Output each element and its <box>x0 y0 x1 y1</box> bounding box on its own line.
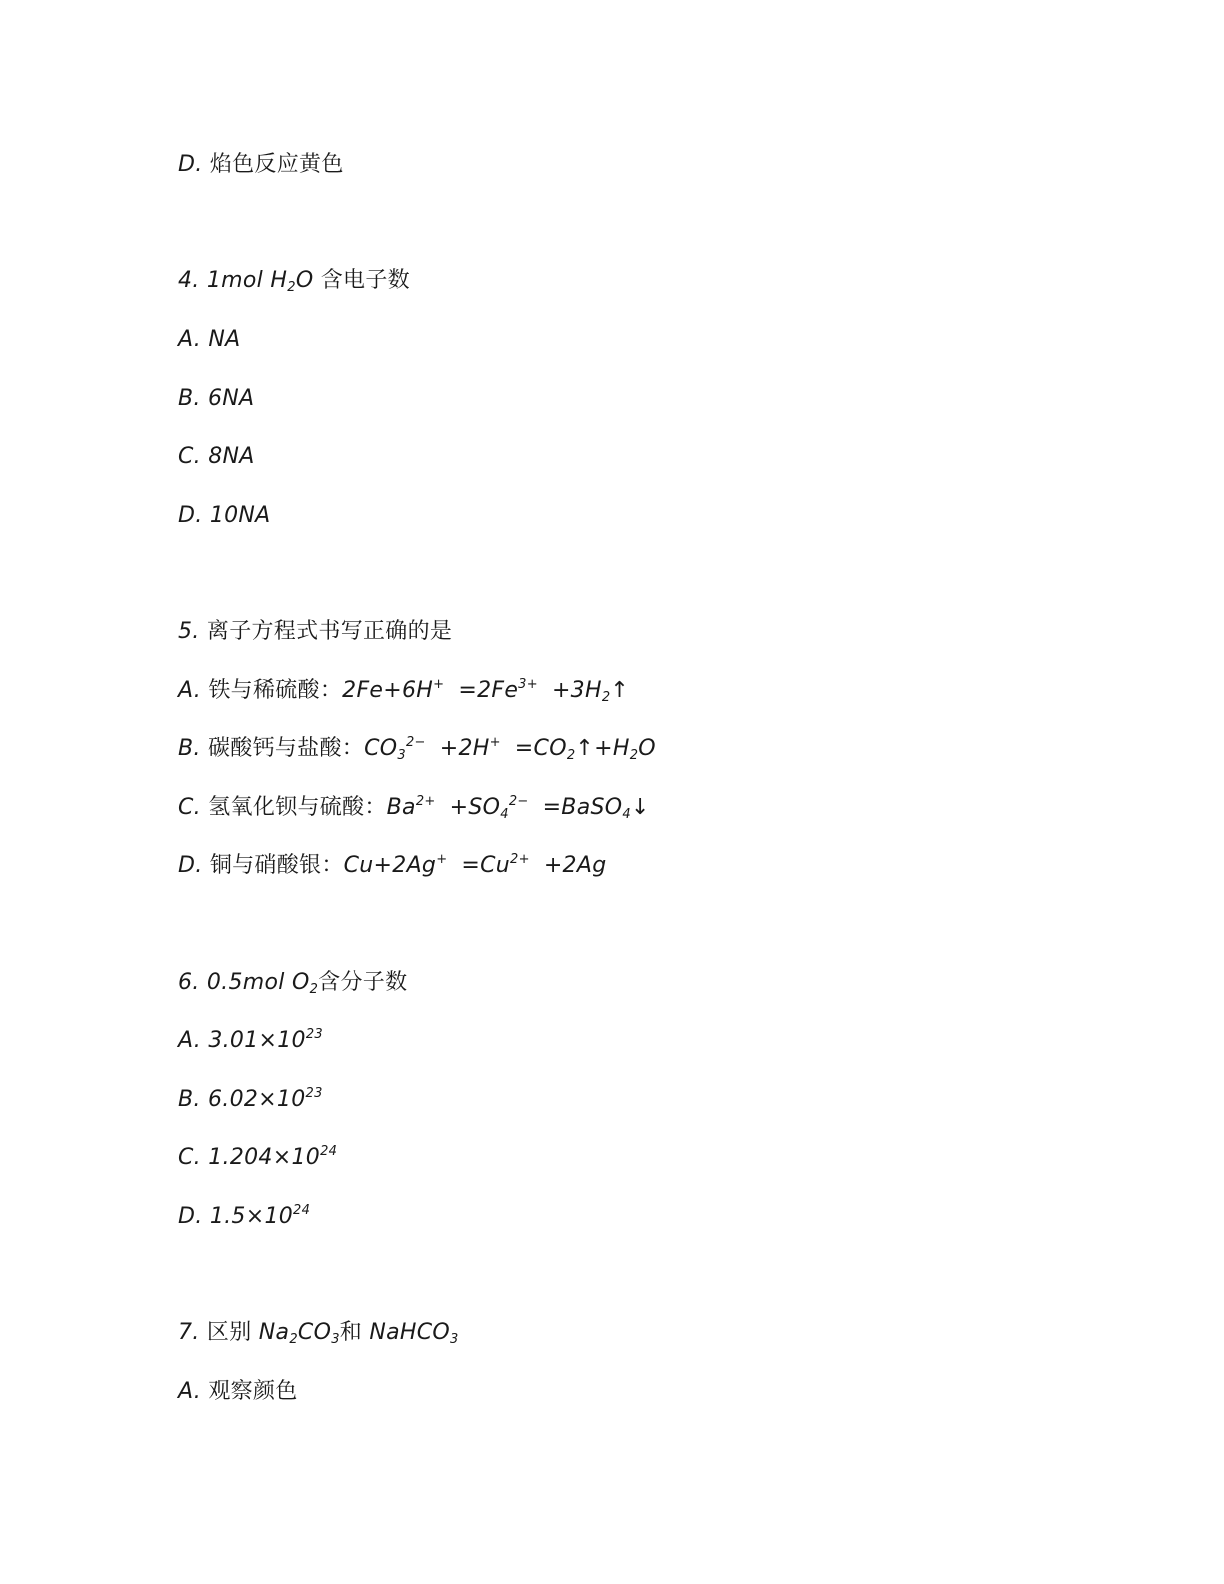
text-run: A. 3.01×10 <box>178 1028 306 1053</box>
text-run: =Cu <box>461 853 511 878</box>
option-line-q5-a <box>178 676 629 706</box>
text-run: C. <box>178 795 209 820</box>
text-run: B. 6NA <box>178 386 255 411</box>
option-line-q5-b <box>178 734 656 764</box>
text-run: =CO <box>514 736 567 761</box>
text-run: 5. <box>178 619 207 644</box>
superscript: 3+ <box>518 677 538 692</box>
text-run: O <box>295 268 321 293</box>
text-run: 铜与硝酸银： <box>209 853 344 878</box>
superscript: + <box>433 677 445 692</box>
superscript: 2− <box>508 794 529 809</box>
option-line-q4-d <box>178 501 271 531</box>
text-run: 铁与稀硫酸： <box>208 678 343 703</box>
text-run: 观察颜色 <box>208 1379 298 1404</box>
text-run: C. 8NA <box>178 444 255 469</box>
superscript: + <box>489 735 501 750</box>
subscript: 2 <box>287 280 296 295</box>
option-line-q5-c <box>178 793 650 823</box>
text-run: +2Ag <box>543 853 607 878</box>
option-line-q4-a <box>178 325 240 355</box>
text-run: ↑+H <box>575 736 630 761</box>
subscript: 3 <box>397 748 406 763</box>
subscript: 2 <box>629 748 639 763</box>
subscript: 4 <box>622 807 631 822</box>
text-run: 2Fe+6H <box>342 678 434 703</box>
question-line-q4 <box>178 266 410 296</box>
option-line-q6-c <box>178 1143 337 1173</box>
text-run: 焰色反应黄色 <box>209 152 344 177</box>
superscript: 2− <box>405 735 426 750</box>
text-run: 和 <box>339 1320 363 1345</box>
option-line-q6-a <box>178 1026 323 1056</box>
subscript: 4 <box>500 807 509 822</box>
text-run: =2Fe <box>458 678 519 703</box>
text-run: A. NA <box>178 327 241 352</box>
text-run: C. 1.204×10 <box>178 1145 321 1170</box>
option-line-q6-b <box>178 1085 323 1115</box>
text-run: 4. 1mol H <box>178 268 288 293</box>
text-run: 7. <box>178 1320 207 1345</box>
text-run: Na <box>251 1320 290 1345</box>
text-run: NaHCO <box>362 1320 451 1345</box>
text-run: Cu+2Ag <box>343 853 437 878</box>
text-run: A. <box>178 1379 209 1404</box>
superscript: 24 <box>293 1203 311 1218</box>
subscript: 2 <box>601 690 611 705</box>
text-run: Ba <box>386 795 416 820</box>
option-line-q4-c <box>178 442 255 472</box>
text-run: 含电子数 <box>320 268 410 293</box>
text-run: 6. 0.5mol O <box>178 970 310 995</box>
option-line-q5-d <box>178 851 606 881</box>
option-line-q4-b <box>178 384 254 414</box>
question-line-q6 <box>178 968 407 998</box>
text-run: +SO <box>449 795 501 820</box>
text-run: 含分子数 <box>318 970 408 995</box>
subscript: 2 <box>289 1332 298 1347</box>
subscript: 2 <box>309 982 319 997</box>
superscript: 2+ <box>510 852 530 867</box>
question-line-q7 <box>178 1318 459 1348</box>
superscript: 2+ <box>415 794 436 809</box>
text-run: ↓ <box>630 795 650 820</box>
text-run: CO <box>364 736 398 761</box>
superscript: 23 <box>305 1086 323 1101</box>
text-run: O <box>638 736 656 761</box>
subscript: 2 <box>566 748 576 763</box>
superscript: 24 <box>320 1144 338 1159</box>
text-run: B. <box>178 736 208 761</box>
text-run: ↑ <box>610 678 630 703</box>
subscript: 3 <box>331 1332 340 1347</box>
text-run: D. 10NA <box>178 503 271 528</box>
text-run: 碳酸钙与盐酸： <box>207 736 365 761</box>
text-run: +3H <box>551 678 602 703</box>
text-run: D. <box>178 152 210 177</box>
text-run: 区别 <box>206 1320 252 1345</box>
text-run: CO <box>297 1320 332 1345</box>
text-run: =BaSO <box>542 795 623 820</box>
option-line-q7-a <box>178 1377 298 1407</box>
text-run: 离子方程式书写正确的是 <box>206 619 453 644</box>
text-run: D. <box>178 853 210 878</box>
question-line-q5 <box>178 617 452 647</box>
text-run: D. 1.5×10 <box>178 1204 294 1229</box>
text-run: B. 6.02×10 <box>178 1087 306 1112</box>
option-line-q6-d <box>178 1202 310 1232</box>
subscript: 3 <box>450 1332 459 1347</box>
text-run: 氢氧化钡与硫酸： <box>208 795 387 820</box>
superscript: 23 <box>305 1027 324 1042</box>
text-run: A. <box>178 678 209 703</box>
superscript: + <box>436 852 448 867</box>
text-run: +2H <box>439 736 490 761</box>
option-line-q3-d <box>178 150 344 180</box>
